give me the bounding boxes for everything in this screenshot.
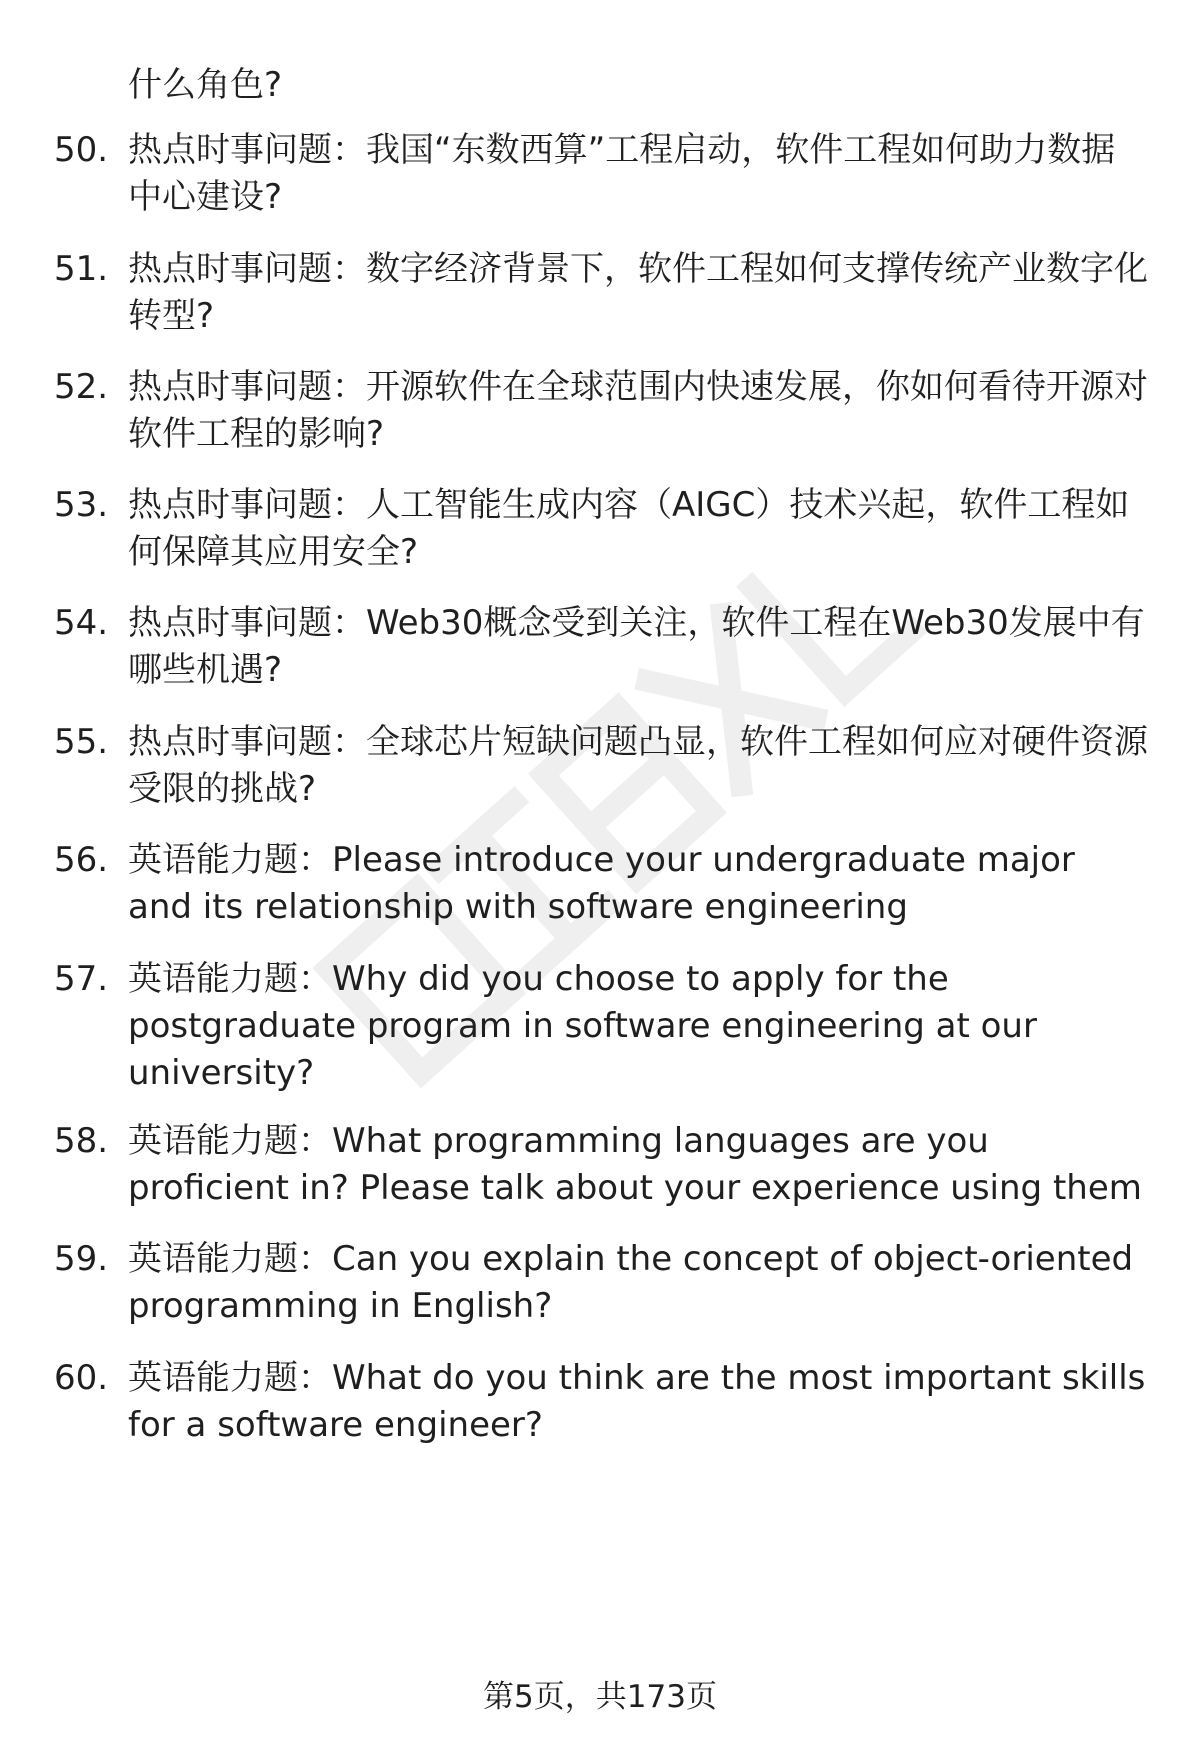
question-text — [128, 1355, 1148, 1449]
question-text — [128, 1236, 1148, 1330]
question-category: 英语能力题： — [128, 1358, 332, 1398]
question-number: 56. — [54, 840, 109, 880]
question-category: 热点时事问题： — [128, 130, 366, 170]
question-body: 人工智能生成内容（AIGC）技术兴起，软件工程如何保障其应用安全? — [128, 485, 1130, 572]
question-body: 我国“东数西算”工程启动，软件工程如何助力数据中心建设? — [128, 130, 1116, 217]
question-category: 英语能力题： — [128, 1121, 332, 1161]
question-text — [128, 600, 1148, 694]
question-text — [128, 837, 1148, 931]
question-number: 55. — [54, 722, 109, 762]
question-text — [128, 1118, 1148, 1212]
question-number: 54. — [54, 603, 109, 643]
question-number: 57. — [54, 959, 109, 999]
question-text — [128, 364, 1148, 458]
question-body: 全球芯片短缺问题凸显，软件工程如何应对硬件资源受限的挑战? — [128, 722, 1148, 809]
question-category: 英语能力题： — [128, 959, 332, 999]
question-body: Please introduce your undergraduate major and its relationship with software engineering — [128, 840, 1075, 927]
page-number-footer: 第5页，共173页 — [483, 1679, 717, 1715]
question-number: 60. — [54, 1358, 109, 1398]
question-number: 52. — [54, 367, 109, 407]
question-number: 50. — [54, 130, 109, 170]
question-text — [128, 246, 1148, 340]
question-body: 数字经济背景下，软件工程如何支撑传统产业数字化转型? — [128, 249, 1148, 336]
question-number: 58. — [54, 1121, 109, 1161]
question-body: What do you think are the most important skills for a software engineer? — [128, 1358, 1146, 1445]
question-number: 51. — [54, 249, 109, 289]
question-category: 热点时事问题： — [128, 367, 366, 407]
question-category: 英语能力题： — [128, 840, 332, 880]
question-body: 开源软件在全球范围内快速发展，你如何看待开源对软件工程的影响? — [128, 367, 1148, 454]
question-category: 热点时事问题： — [128, 603, 366, 643]
question-text — [128, 482, 1148, 576]
question-body: Why did you choose to apply for the postgraduate program in software engineering at our university? — [128, 959, 1037, 1093]
question-category: 热点时事问题： — [128, 485, 366, 525]
question-category: 热点时事问题： — [128, 722, 366, 762]
question-body: What programming languages are you proficient in? Please talk about your experience using them — [128, 1121, 1142, 1208]
question-text — [128, 127, 1148, 221]
question-number: 59. — [54, 1239, 109, 1279]
question-category: 英语能力题： — [128, 1239, 332, 1279]
question-body: Web30概念受到关注，软件工程在Web30发展中有哪些机遇? — [128, 603, 1145, 690]
continuation-text: 什么角色? — [128, 65, 283, 105]
question-number: 53. — [54, 485, 109, 525]
question-text — [128, 956, 1148, 1097]
question-category: 热点时事问题： — [128, 249, 366, 289]
question-body: Can you explain the concept of object-oriented programming in English? — [128, 1239, 1134, 1326]
question-text — [128, 719, 1148, 813]
